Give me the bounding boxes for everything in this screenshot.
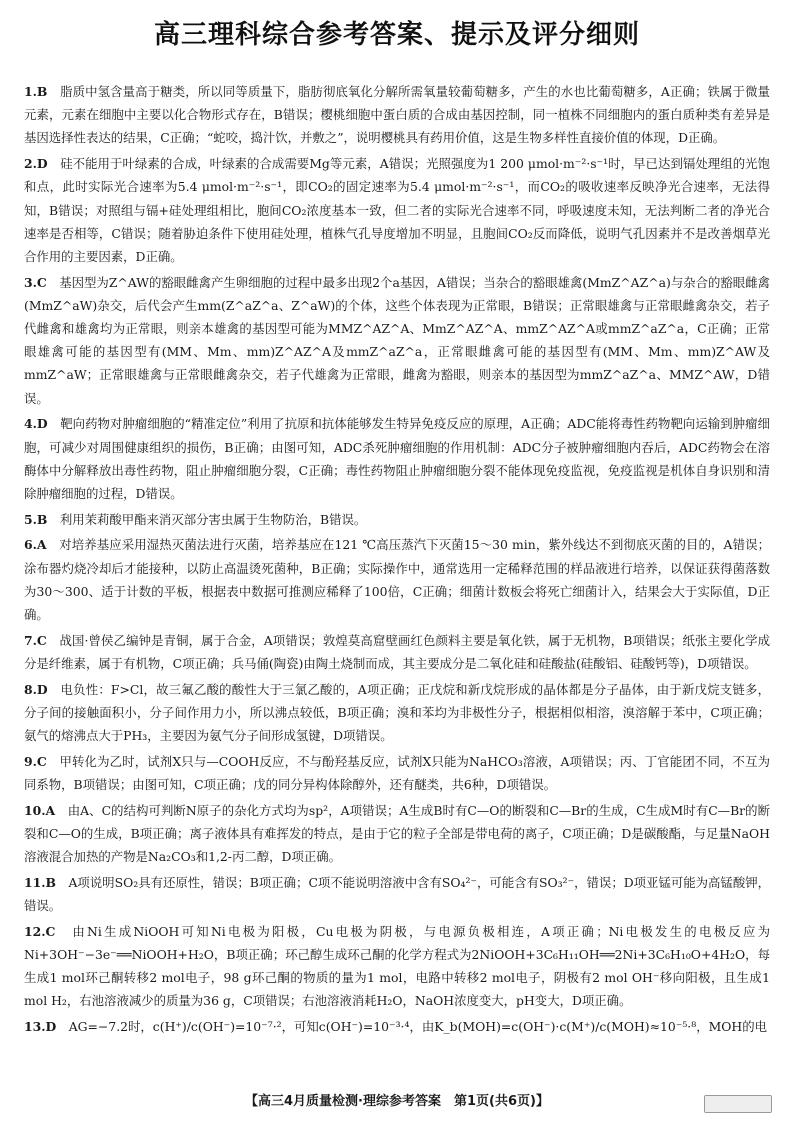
answer-item xyxy=(24,533,770,626)
answer-text: 脂质中氢含量高于糖类，所以同等质量下，脂肪彻底氧化分解所需氧量较葡萄糖多，产生的水也比葡萄糖多，A正确；铁属于微量元素，元素在细胞中主要以化合物形式存在，B错误；樱桃细胞中蛋白质的合成由基因控制，同一植株不同细胞内的蛋白质种类有差异是基因选择性表达的结果，C正确；“蛇咬，捣汁饮，并敷之”，说明樱桃具有药用价值，这是生物多样性直接价值的体现，D正确。 xyxy=(24,84,771,146)
answer-text: 基因型为Z^AW的豁眼雌禽产生卵细胞的过程中最多出现2个a基因，A错误；当杂合的豁眼雄禽(MmZ^AZ^a)与杂合的豁眼雌禽(MmZ^aW)杂交，后代会产生mm(Z^aZ^a、Z^aW)的个体，这些个体表现为正常眼，B错误；正常眼雄禽与正常眼雌禽杂交，若子代雌禽和雄禽均为正常眼，则亲本雄禽的基因型可能为MMZ^AZ^A、MmZ^AZ^A、mmZ^AZ^A或mmZ^aZ^a，C正确；正常眼雄禽可能的基因型有(MM、Mm、mm)Z^AZ^A及mmZ^aZ^a，正常眼雌禽可能的基因型有(MM、Mm、mm)Z^AW及mmZ^aW；正常眼雄禽与正常眼雌禽杂交，若子代雄禽为正常眼，雌禽为豁眼，则亲本的基因型为mmZ^aZ^a、MMZ^AW，D错误。 xyxy=(24,274,770,406)
answer-item xyxy=(24,412,770,505)
answer-item xyxy=(24,750,770,796)
answer-number: 7.C xyxy=(24,632,47,648)
answer-item xyxy=(24,678,770,748)
answer-text: A项说明SO₂具有还原性，错误；B项正确；C项不能说明溶液中含有SO₄²⁻，可能含有SO₃²⁻，错误；D项亚锰可能为高锰酸钾，错误。 xyxy=(24,874,770,913)
answer-text: 靶向药物对肿瘤细胞的“精准定位”利用了抗原和抗体能够发生特异免疫反应的原理，A正确；ADC能将毒性药物靶向运输到肿瘤细胞，可减少对周围健康组织的损伤，B正确；由图可知，ADC杀死肿瘤细胞的作用机制：ADC分子被肿瘤细胞内吞后，ADC药物会在溶酶体中分解释放出毒性药物，阻止肿瘤细胞分裂，C正确；毒性药物阻止肿瘤细胞分裂不能体现免疫监视，免疫监视是机体自身识别和清除肿瘤细胞的过程，D错误。 xyxy=(24,416,771,501)
answer-number: 12.C xyxy=(24,923,56,939)
answer-text: 利用茉莉酸甲酯来消灭部分害虫属于生物防治，B错误。 xyxy=(59,511,367,527)
answer-item xyxy=(24,799,770,869)
answer-item xyxy=(24,508,770,531)
answer-item xyxy=(24,1015,770,1038)
page-title: 高三理科综合参考答案、提示及评分细则 xyxy=(153,20,640,50)
page-footer: 【高三4月质量检测·理综参考答案 第1页(共6页)】 xyxy=(245,1094,549,1109)
answer-number: 4.D xyxy=(24,416,48,432)
answer-number: 9.C xyxy=(24,753,47,769)
answer-item xyxy=(24,920,770,1013)
answer-number: 11.B xyxy=(24,874,57,890)
answer-item xyxy=(24,80,770,150)
answer-item xyxy=(24,871,770,917)
answer-number: 3.C xyxy=(24,274,47,290)
answer-text: 电负性：F>Cl，故三氟乙酸的酸性大于三氯乙酸的，A项正确；正戊烷和新戊烷形成的晶体都是分子晶体，由于新戊烷支链多，分子间的接触面积小，分子间作用力小，所以沸点较低，B项正确；溴和苯均为非极性分子，根据相似相溶，溴溶解于苯中，C项正确；氨气的熔沸点大于PH₃，主要因为氨气分子间形成氢键，D项错误。 xyxy=(24,681,771,743)
corner-tag xyxy=(704,1095,772,1113)
answer-text: 对培养基应采用湿热灭菌法进行灭菌，培养基应在121 ℃高压蒸汽下灭菌15～30 min，紫外线达不到彻底灭菌的目的，A错误；涂布器灼烧冷却后才能接种，以防止高温烫死菌种，B正确；实际操作中，通常选用一定稀释范围的样品液进行培养，以保证获得菌落数为30～300、适于计数的平板，根据表中数据可推测应稀释了100倍，C正确；细菌计数板会将死亡细菌计入，结果会大于实际值，D正确。 xyxy=(24,537,771,622)
answer-text: 硅不能用于叶绿素的合成，叶绿素的合成需要Mg等元素，A错误；光照强度为1 200 μmol·m⁻²·s⁻¹时，早已达到镉处理组的光饱和点，此时实际光合速率为5.4 μmol·m⁻²·s⁻¹，即CO₂的固定速率为5.4 μmol·m⁻²·s⁻¹，而CO₂的吸收速率反映净光合速率，无法得知，B错误；对照组与镉+硅处理组相比，胞间CO₂浓度基本一致，但二者的实际光合速率不同，呼吸速度未知，无法判断二者的净光合速率是否相等，C错误；随着胁迫条件下使用硅处理，植株气孔导度增加不明显，且胞间CO₂反而降低，说明气孔因素并不是改善烟草光合作用的主要因素，D正确。 xyxy=(24,156,770,264)
answer-number: 8.D xyxy=(24,681,48,697)
answer-number: 10.A xyxy=(24,802,56,818)
answer-item xyxy=(24,152,770,268)
answer-item xyxy=(24,629,770,675)
answer-number: 1.B xyxy=(24,84,48,99)
answer-text: 由Ni生成NiOOH可知Ni电极为阳极，Cu电极为阴极，与电源负极相连，A项正确；Ni电极发生的电极反应为Ni+3OH⁻−3e⁻══NiOOH+H₂O，B项正确；环己醇生成环己酮的化学方程式为2NiOOH+3C₆H₁₁OH══2Ni+3C₆H₁₀O+4H₂O，每生成1 mol环己酮转移2 mol电子，98 g环己酮的物质的量为1 mol，电路中转移2 mol电子，阴极有2 mol OH⁻移向阳极，且生成1 mol H₂，右池溶液减少的质量为36 g，C项错误；右池溶液消耗H₂O，NaOH浓度变大，pH变大，D项正确。 xyxy=(24,923,771,1009)
answer-list xyxy=(24,80,770,1041)
answer-item xyxy=(24,271,770,410)
answer-text: 由A、C的结构可判断N原子的杂化方式均为sp²，A项错误；A生成B时有C—O的断裂和C—Br的生成，C生成M时有C—Br的断裂和C—O的生成，B项正确；离子液体具有难挥发的特点，是由于它的粒子全部是带电荷的离子，C项正确；D是碳酸酯，与足量NaOH溶液混合加热的产物是Na₂CO₃和1,2-丙二醇，D项正确。 xyxy=(24,802,771,864)
answer-text: AG=−7.2时，c(H⁺)/c(OH⁻)=10⁻⁷·²，可知c(OH⁻)=10⁻³·⁴，由K_b(MOH)=c(OH⁻)·c(M⁺)/c(MOH)≈10⁻⁵·⁸，MOH的电 xyxy=(68,1018,768,1034)
answer-number: 5.B xyxy=(24,511,48,527)
answer-number: 13.D xyxy=(24,1018,57,1034)
answer-number: 2.D xyxy=(24,156,48,172)
answer-text: 甲转化为乙时，试剂X只与—COOH反应，不与酚羟基反应，试剂X只能为NaHCO₃溶液，A项错误；丙、丁官能团不同，不互为同系物，B项错误；由图可知，C项正确；戊的同分异构体除醇外，还有醚类，共6种，D项错误。 xyxy=(24,753,770,792)
answer-number: 6.A xyxy=(24,537,47,553)
answer-text: 战国·曾侯乙编钟是青铜，属于合金，A项错误；敦煌莫高窟壁画红色颜料主要是氧化铁，属于无机物，B项错误；纸张主要化学成分是纤维素，属于有机物，C项正确；兵马俑(陶瓷)由陶土烧制而成，其主要成分是二氧化硅和硅酸盐(硅酸铝、硅酸钙等)，D项错误。 xyxy=(24,632,770,671)
